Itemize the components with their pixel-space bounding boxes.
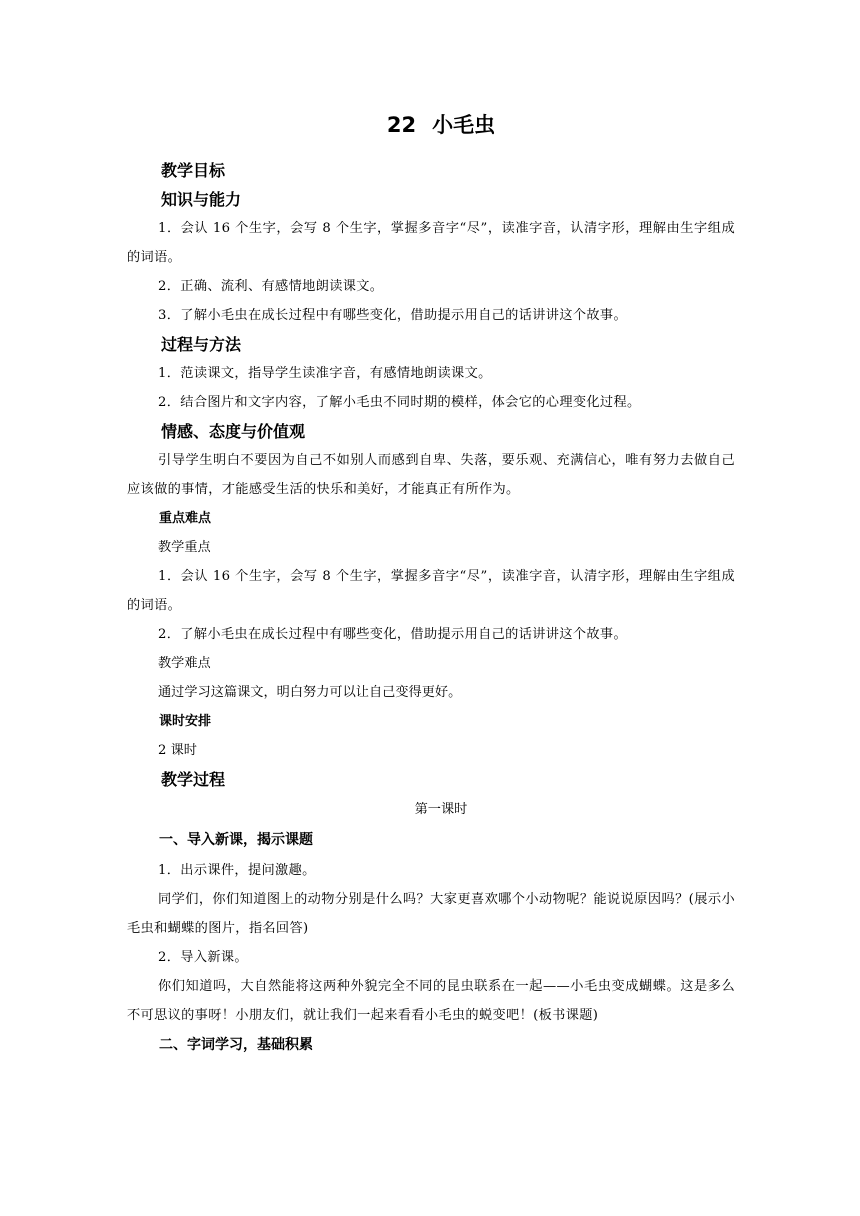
emotion-values-text: 引导学生明白不要因为自己不如别人而感到自卑、失落，要乐观、充满信心，唯有努力去做自己应该做的事情，才能感受生活的快乐和美好，才能真正有所作为。: [127, 453, 735, 497]
section-1-line-1: 1．出示课件，提问激趣。: [158, 863, 316, 878]
process-item-1: 1．范读课文，指导学生读准字音，有感情地朗读课文。: [158, 366, 492, 381]
section-1-heading: 一、导入新课，揭示课题: [159, 832, 313, 848]
knowledge-item-3: 3．了解小毛虫在成长过程中有哪些变化，借助提示用自己的话讲讲这个故事。: [158, 308, 628, 323]
schedule-text: 2 课时: [158, 743, 197, 758]
section-1-line-3: 2．导入新课。: [158, 950, 248, 965]
teaching-process-heading: 教学过程: [161, 770, 226, 789]
teaching-goals-heading: 教学目标: [161, 161, 226, 180]
lesson-period-label: 第一课时: [414, 802, 468, 817]
process-method-heading: 过程与方法: [161, 335, 242, 354]
lesson-title-text: 小毛虫: [432, 113, 496, 137]
teaching-difficulty-text: 通过学习这篇课文，明白努力可以让自己变得更好。: [158, 685, 462, 700]
section-1-line-4: 你们知道吗，大自然能将这两种外貌完全不同的昆虫联系在一起——小毛虫变成蝴蝶。这是多么不可思议的事呀！小朋友们，就让我们一起来看看小毛虫的蜕变吧！(板书课题): [127, 979, 735, 1023]
document-body: [127, 110, 735, 1061]
key-points-heading: 重点难点: [159, 511, 212, 526]
lesson-number: 22: [386, 113, 417, 137]
section-2-heading: 二、字词学习，基础积累: [159, 1037, 313, 1053]
lesson-title: [127, 110, 735, 140]
teaching-difficulty-label: 教学难点: [158, 656, 211, 671]
schedule-heading: 课时安排: [159, 714, 212, 729]
emotion-values-heading: 情感、态度与价值观: [161, 422, 306, 441]
knowledge-ability-heading: 知识与能力: [161, 190, 242, 209]
teaching-focus-label: 教学重点: [158, 540, 211, 555]
process-item-2: 2．结合图片和文字内容，了解小毛虫不同时期的模样，体会它的心理变化过程。: [158, 395, 641, 410]
focus-item-2: 2．了解小毛虫在成长过程中有哪些变化，借助提示用自己的话讲讲这个故事。: [158, 627, 628, 642]
knowledge-item-2: 2．正确、流利、有感情地朗读课文。: [158, 279, 384, 294]
knowledge-item-1: 1．会认 16 个生字，会写 8 个生字，掌握多音字“尽”，读准字音，认清字形，理解由生字组成的词语。: [127, 221, 735, 265]
focus-item-1: 1．会认 16 个生字，会写 8 个生字，掌握多音字“尽”，读准字音，认清字形，理解由生字组成的词语。: [127, 569, 735, 613]
section-1-line-2: 同学们，你们知道图上的动物分别是什么吗？大家更喜欢哪个小动物呢？能说说原因吗？(展示小毛虫和蝴蝶的图片，指名回答): [127, 892, 735, 936]
